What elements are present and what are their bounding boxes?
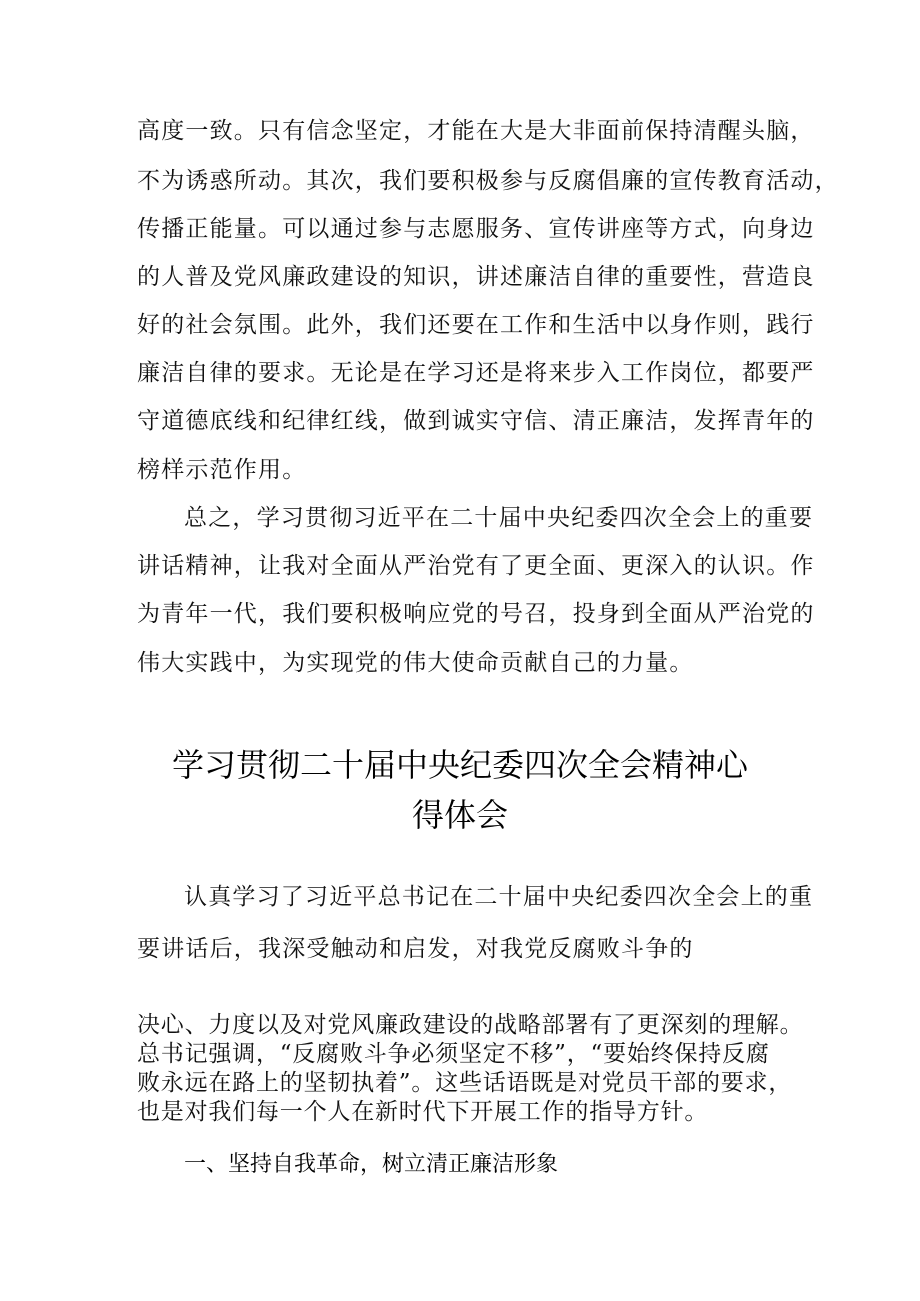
article-title-line-2: 得体会 xyxy=(411,796,508,834)
paragraph-1-line-3: 传播正能量。可以通过参与志愿服务、宣传讲座等方式，向身边 xyxy=(137,216,815,242)
paragraph-4-line-4: 也是对我们每一个人在新时代下开展工作的指导方针。 xyxy=(137,1099,709,1125)
paragraph-4-line-2: 总书记强调，“反腐败斗争必须坚定不移”，“要始终保持反腐 xyxy=(137,1041,770,1067)
section-heading: 一、坚持自我革命，树立清正廉洁形象 xyxy=(184,1152,559,1177)
paragraph-1-line-4: 的人普及党风廉政建设的知识，讲述廉洁自律的重要性，营造良 xyxy=(137,264,815,290)
paragraph-1-line-7: 守道德底线和纪律红线，做到诚实守信、清正廉洁，发挥青年的 xyxy=(137,408,815,434)
paragraph-1-line-1: 高度一致。只有信念坚定，才能在大是大非面前保持清醒头脑， xyxy=(137,118,815,144)
paragraph-1-line-6: 廉洁自律的要求。无论是在学习还是将来步入工作岗位，都要严 xyxy=(137,360,815,386)
paragraph-4-line-1: 决心、力度以及对党风廉政建设的战略部署有了更深刻的理解。 xyxy=(137,1012,804,1038)
paragraph-1-line-5: 好的社会氛围。此外，我们还要在工作和生活中以身作则，践行 xyxy=(137,312,815,338)
paragraph-1-line-8: 榜样示范作用。 xyxy=(137,457,307,483)
paragraph-2-line-3: 为青年一代，我们要积极响应党的号召，投身到全面从严治党的 xyxy=(137,601,815,627)
paragraph-2-line-2: 讲话精神，让我对全面从严治党有了更全面、更深入的认识。作 xyxy=(137,553,815,579)
paragraph-1-line-2: 不为诱惑所动。其次，我们要积极参与反腐倡廉的宣传教育活动， xyxy=(137,168,839,194)
paragraph-2-line-1: 总之，学习贯彻习近平在二十届中央纪委四次全会上的重要 xyxy=(184,505,814,531)
paragraph-3-line-2: 要讲话后，我深受触动和启发，对我党反腐败斗争的 xyxy=(137,936,694,962)
paragraph-4-line-3: 败永远在路上的坚韧执着”。这些话语既是对党员干部的要求， xyxy=(137,1070,793,1096)
article-title-line-1: 学习贯彻二十届中央纪委四次全会精神心 xyxy=(171,746,748,784)
paragraph-3-line-1: 认真学习了习近平总书记在二十届中央纪委四次全会上的重 xyxy=(184,884,814,910)
paragraph-2-line-4: 伟大实践中，为实现党的伟大使命贡献自己的力量。 xyxy=(137,650,694,676)
